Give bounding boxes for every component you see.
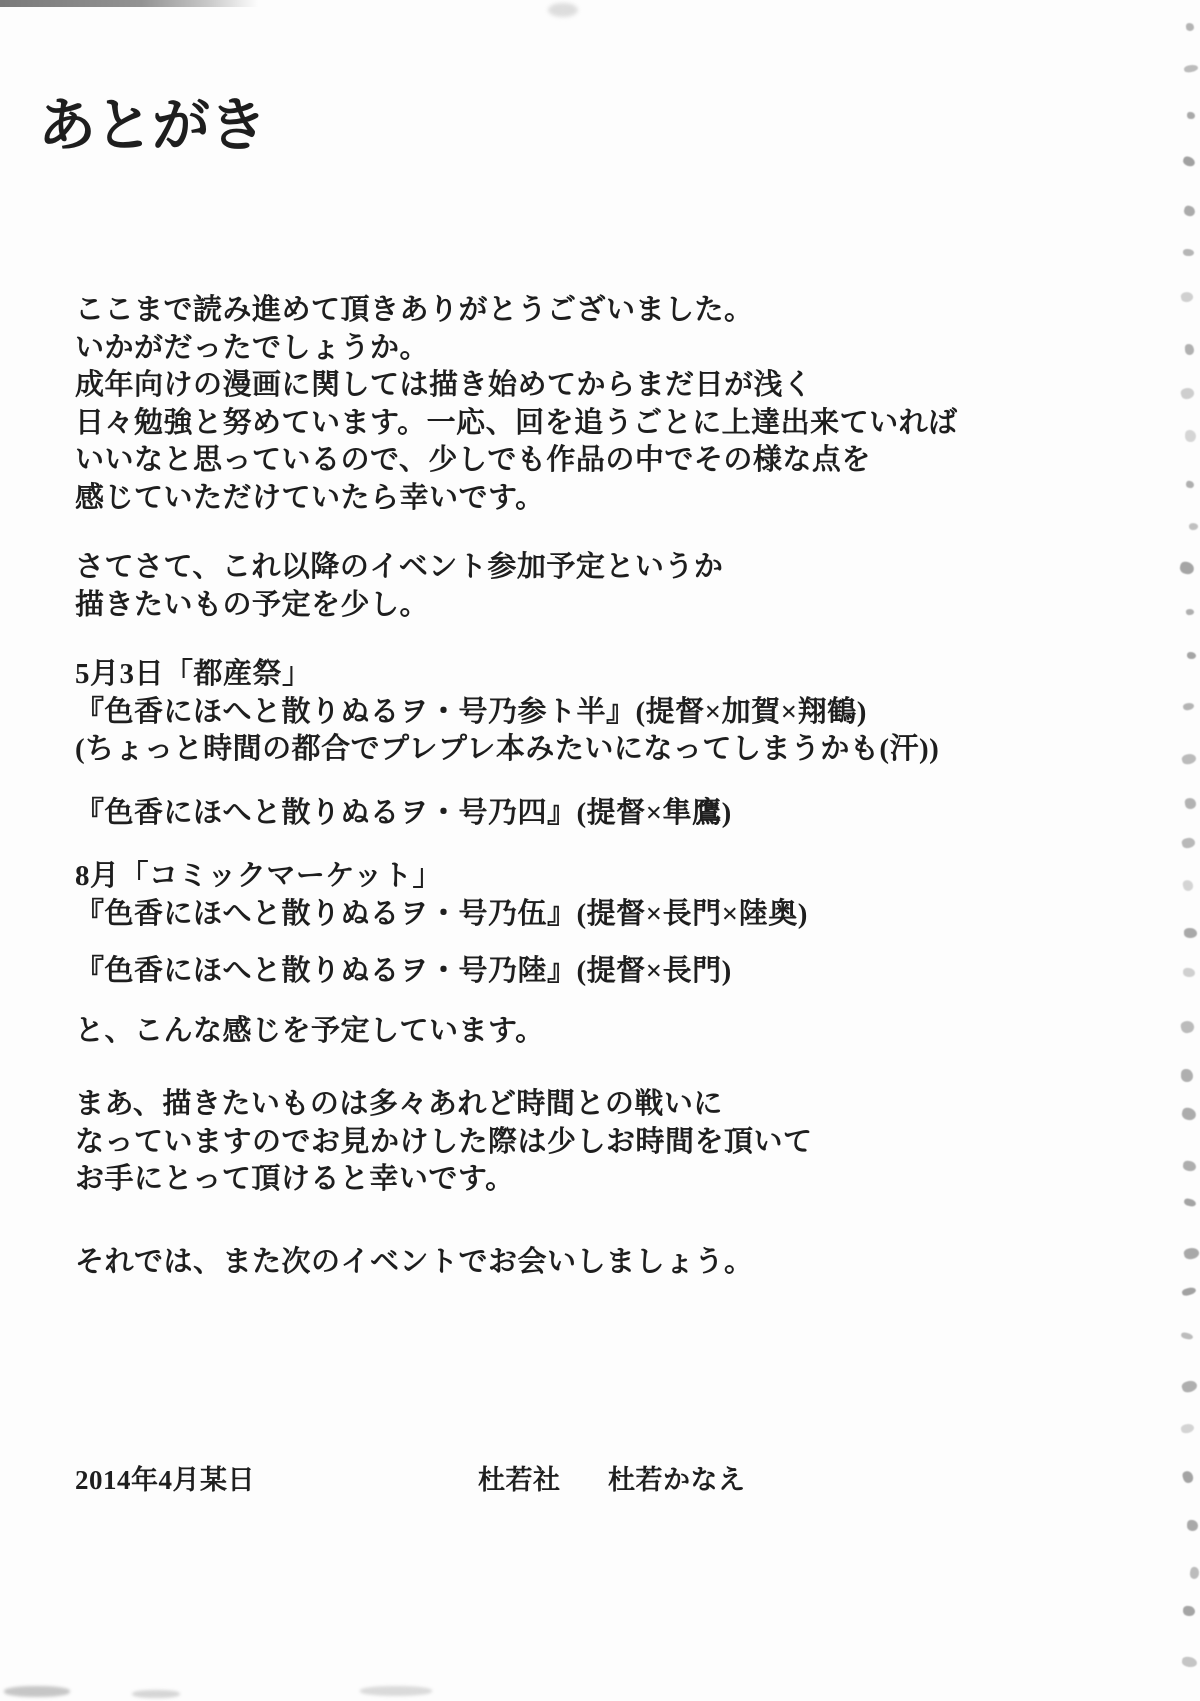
- paragraph: [75, 292, 1135, 517]
- scan-artifact-mark: [1181, 1379, 1199, 1394]
- paragraph: [75, 656, 1135, 769]
- scan-artifact-mark: [1186, 22, 1194, 31]
- scan-artifact-mark: [1187, 1519, 1199, 1531]
- scan-artifact-mark: [1182, 879, 1194, 892]
- paragraph: [75, 1013, 1135, 1051]
- text-line: まあ、描きたいものは多々あれど時間との戦いに: [75, 1088, 723, 1120]
- text-line: ここまで読み進めて頂きありがとうございました。: [75, 294, 754, 326]
- text-line: 成年向けの漫画に関しては描き始めてからまだ日が浅く: [75, 369, 813, 401]
- text-line: 『色香にほへと散りぬるヲ・号乃陸』(提督×長門): [75, 955, 732, 987]
- paragraph: [75, 1086, 1135, 1199]
- text-line: 5月3日「都産祭」: [75, 658, 312, 690]
- text-line: 描きたいもの予定を少し。: [75, 588, 430, 621]
- scan-artifact-mark: [1182, 205, 1195, 218]
- scan-artifact-mark: [1179, 561, 1195, 575]
- paragraph: [75, 953, 1135, 991]
- author-name: 杜若かなえ: [608, 1465, 746, 1495]
- text-line: 『色香にほへと散りぬるヲ・号乃四』(提督×隼鷹): [75, 796, 732, 829]
- paragraph: [75, 549, 1135, 624]
- scan-artifact-mark: [1181, 752, 1198, 766]
- scan-artifact-mark: [1183, 249, 1194, 256]
- scan-artifact-mark: [1179, 1019, 1194, 1034]
- circle-name: 杜若社: [478, 1465, 561, 1495]
- text-line: それでは、また次のイベントでお会いしましょう。: [75, 1245, 754, 1278]
- scan-artifact-smudge: [132, 1690, 180, 1698]
- scan-artifact-mark: [1181, 1069, 1193, 1082]
- scan-artifact-mark: [1180, 1422, 1195, 1434]
- scan-artifact-mark: [1180, 291, 1194, 303]
- paragraph: [75, 858, 1135, 933]
- paragraph: [75, 795, 1135, 833]
- scan-artifact-mark: [1179, 386, 1194, 400]
- scan-artifact-smudge: [360, 1686, 432, 1696]
- scan-artifact-mark: [1184, 1198, 1197, 1207]
- scan-artifact-mark: [1182, 1656, 1198, 1667]
- afterword-body: [75, 292, 1135, 1281]
- scan-artifact-mark: [1184, 798, 1196, 811]
- text-line: 『色香にほへと散りぬるヲ・号乃伍』(提督×長門×陸奥): [75, 897, 808, 930]
- text-line: 『色香にほへと散りぬるヲ・号乃参ト半』(提督×加賀×翔鶴): [75, 695, 867, 728]
- scan-artifact-mark: [1189, 522, 1199, 530]
- page-title: あとがき: [38, 93, 267, 158]
- scan-artifact-mark: [1182, 1469, 1195, 1484]
- scan-artifact-mark: [1189, 1567, 1200, 1581]
- scan-artifact-mark: [1186, 609, 1195, 616]
- scan-artifact-mark: [1181, 155, 1195, 167]
- scan-artifact-mark: [1184, 927, 1198, 938]
- scan-artifact-mark: [1182, 701, 1194, 710]
- text-line: 日々勉強と努めています。一応、回を追うごとに上達出来ていれば: [75, 406, 958, 439]
- text-line: さてさて、これ以降のイベント参加予定というか: [75, 551, 724, 583]
- scan-artifact-mark: [1183, 968, 1196, 978]
- scan-artifact-top-line: [0, 0, 258, 7]
- text-line: お手にとって頂けると幸いです。: [75, 1163, 515, 1195]
- publication-date: 2014年4月某日: [75, 1465, 255, 1495]
- text-line: なっていますのでお見かけした際は少しお時間を頂いて: [75, 1125, 813, 1158]
- scan-artifact-mark: [1181, 1107, 1197, 1121]
- scan-artifact-mark: [1182, 1246, 1199, 1260]
- colophon: [75, 1458, 1135, 1498]
- scan-artifact-mark: [1187, 112, 1196, 120]
- text-line: (ちょっと時間の都合でプレプレ本みたいになってしまうかも(汗)): [75, 733, 940, 765]
- scan-artifact-smudge: [548, 3, 578, 17]
- scan-artifact-mark: [1186, 480, 1195, 489]
- paragraph: [75, 1244, 1135, 1282]
- scan-artifact-mark: [1182, 1160, 1196, 1172]
- scan-artifact-mark: [1181, 837, 1196, 850]
- scan-artifact-mark: [1182, 1606, 1195, 1617]
- scan-artifact-mark: [1181, 1286, 1196, 1297]
- scan-artifact-mark: [1183, 64, 1199, 74]
- text-line: いいなと思っているので、少しでも作品の中でその様な点を: [75, 444, 871, 476]
- text-line: 8月「コミックマーケット」: [75, 860, 442, 892]
- scan-artifact-mark: [1185, 429, 1197, 441]
- text-line: 感じていただけていたら幸いです。: [75, 481, 545, 514]
- text-line: いかがだったでしょうか。: [75, 331, 430, 364]
- text-line: と、こんな感じを予定しています。: [75, 1014, 545, 1047]
- scan-artifact-smudge: [4, 1686, 70, 1697]
- scan-artifact-mark: [1180, 1332, 1193, 1341]
- scan-artifact-mark: [1187, 652, 1196, 659]
- scan-artifact-mark: [1184, 344, 1194, 356]
